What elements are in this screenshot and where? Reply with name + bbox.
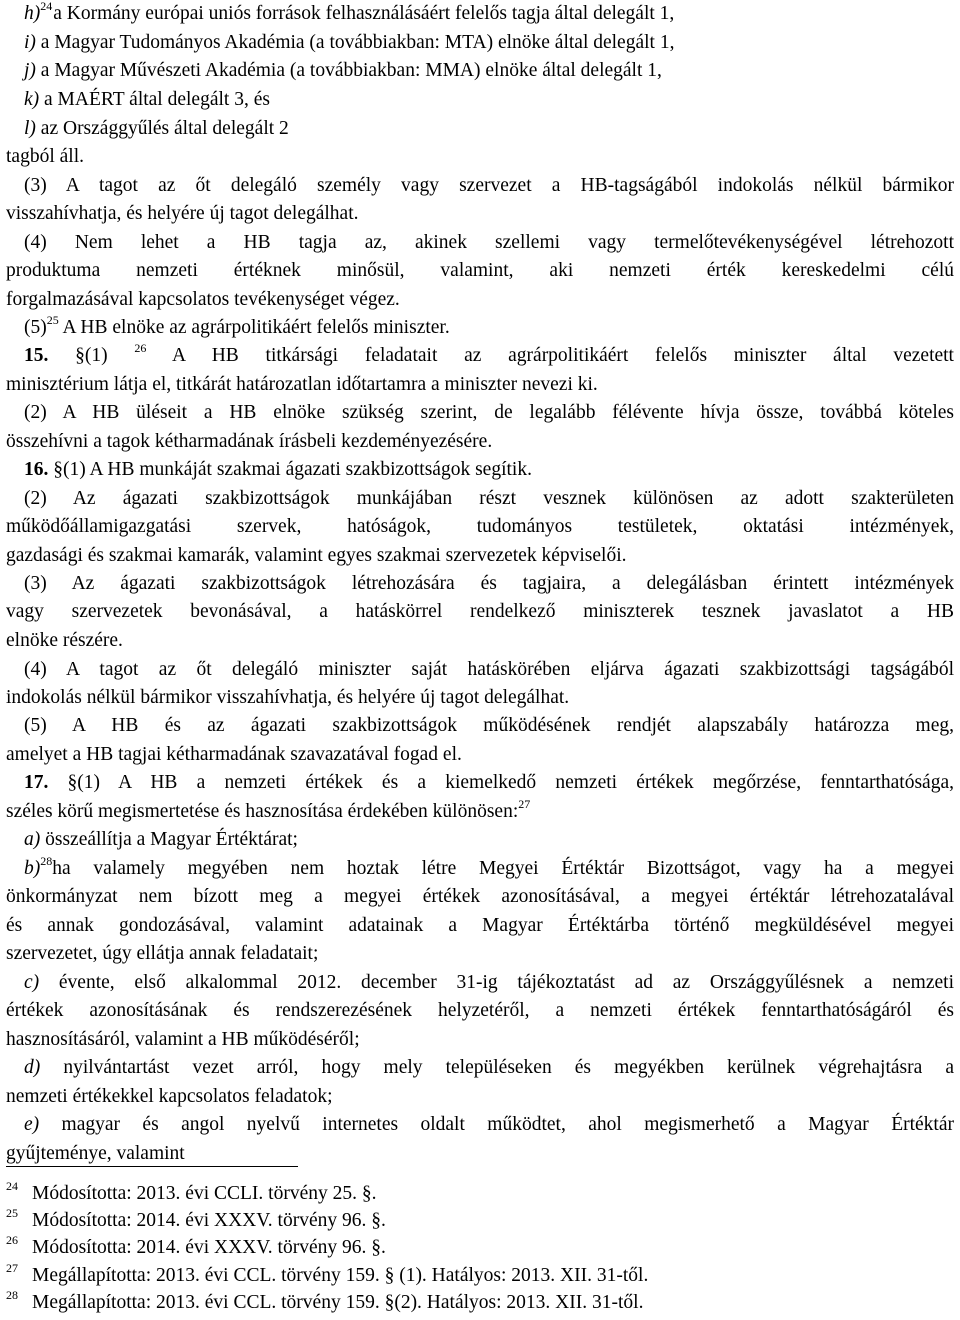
text-line: értékek azonosításának és rendszerezésének helyzetéről, a nemzeti értékek fenntarthatóságáról és bbox=[6, 1000, 954, 1021]
section-15: 15. §(1) $^{26}$ A HB titkársági feladatait az agrárpolitikáért felelős miniszter által vezetett bbox=[24, 341, 954, 366]
item-e: e) magyar és angol nyelvű internetes oldalt működtet, ahol megismerhető a Magyar Értéktár bbox=[24, 1114, 954, 1135]
footnote-ref-24[interactable]: 24 bbox=[40, 0, 53, 13]
text-line: önkormányzat nem bízott meg a megyei értékek azonosításával, a megyei értéktár létrehozatalával bbox=[6, 886, 954, 907]
text-line: széles körű megismertetése és hasznosítása érdekében különösen:$^{27}$ bbox=[6, 797, 531, 822]
text-line: indokolás nélkül bármikor visszahívhatja, és helyére új tagot delegálhat. bbox=[6, 687, 570, 708]
footnote-25: 25 Módosította: 2014. évi XXXV. törvény 96. §. bbox=[6, 1206, 386, 1231]
text-line: visszahívhatja, és helyére új tagot delegálhat. bbox=[6, 203, 359, 224]
text-line: minisztérium látja el, titkárát határozatlan időtartamra a miniszter nevezi ki. bbox=[6, 374, 598, 395]
text-line: produktuma nemzeti értéknek minősül, valamint, aki nemzeti érték kereskedelmi célú bbox=[6, 260, 954, 281]
item-l: l) az Országgyűlés által delegált 2 bbox=[24, 118, 289, 139]
footnote-ref-27[interactable]: 27 bbox=[518, 797, 531, 811]
paragraph-3: (3) A tagot az őt delegáló személy vagy szervezet a HB-tagságából indokolás nélkül bármikor bbox=[24, 175, 954, 196]
item-d: d) nyilvántartást vezet arról, hogy mely településeken és megyékben kerülnek végrehajtásra a bbox=[24, 1057, 954, 1078]
footnote-24: 24 Módosította: 2013. évi CCLI. törvény 25. §. bbox=[6, 1179, 377, 1204]
text-line: és annak gondozásával, valamint adatainak a Magyar Értéktárba történő megküldésével megyei bbox=[6, 915, 954, 936]
text-line: gazdasági és szakmai kamarák, valamint egyes szakmai szervezetek képviselői. bbox=[6, 545, 627, 566]
paragraph-4: (4) Nem lehet a HB tagja az, akinek szellemi vagy termelőtevékenységével létrehozott bbox=[24, 232, 954, 253]
paragraph-16-3: (3) Az ágazati szakbizottságok létrehozására és tagjaira, a delegálásban érintett intézmények bbox=[24, 573, 954, 594]
text-line: tagból áll. bbox=[6, 146, 84, 167]
item-k: k) a MAÉRT által delegált 3, és bbox=[24, 89, 270, 110]
section-16: 16. §(1) A HB munkáját szakmai ágazati szakbizottságok segítik. bbox=[24, 459, 532, 480]
text-line: nemzeti értékekkel kapcsolatos feladatok; bbox=[6, 1086, 333, 1107]
footnote-ref-26[interactable]: 26 bbox=[134, 341, 147, 355]
paragraph-16-4: (4) A tagot az őt delegáló miniszter saját hatáskörében eljárva ágazati szakbizottsági tagságából bbox=[24, 659, 954, 680]
item-b: b)$^{28}$ha valamely megyében nem hoztak létre Megyei Értéktár Bizottságot, vagy ha a megyei bbox=[24, 854, 954, 879]
item-c: c) évente, első alkalommal 2012. december 31-ig tájékoztatást ad az Országgyűlésnek a nemzeti bbox=[24, 972, 954, 993]
section-17: 17. §(1) A HB a nemzeti értékek és a kiemelkedő nemzeti értékek megőrzése, fenntarthatósága, bbox=[24, 772, 954, 793]
footnote-separator bbox=[6, 1166, 298, 1167]
text-line: forgalmazásával kapcsolatos tevékenységet végez. bbox=[6, 289, 400, 310]
footnote-28: 28 Megállapította: 2013. évi CCL. törvény 159. §(2). Hatályos: 2013. XII. 31-től. bbox=[6, 1288, 644, 1313]
footnote-26: 26 Módosította: 2014. évi XXXV. törvény 96. §. bbox=[6, 1233, 386, 1258]
paragraph-16-2: (2) Az ágazati szakbizottságok munkájában részt vesznek különösen az adott szakterületen bbox=[24, 488, 954, 509]
text-line: vagy szervezetek bevonásával, a hatáskörrel rendelkező miniszterek tesznek javaslatot a HB bbox=[6, 601, 954, 622]
paragraph-5: $(5)^{25}$ A HB elnöke az agrárpolitikáért felelős miniszter. bbox=[24, 313, 450, 338]
item-a: a) összeállítja a Magyar Értéktárat; bbox=[24, 829, 298, 850]
text-line: hasznosításáról, valamint a HB működéséről; bbox=[6, 1029, 360, 1050]
text-line: működőállamigazgatási szervek, hatóságok, tudományos testületek, oktatási intézmények, bbox=[6, 516, 954, 537]
item-h: h)$^{24}$a Kormány európai uniós források felhasználásáért felelős tagja által delegált 1, bbox=[24, 0, 675, 24]
paragraph-15-2: (2) A HB üléseit a HB elnöke szükség szerint, de legalább félévente hívja össze, továbbá köteles bbox=[24, 402, 954, 423]
text-line: szervezetet, úgy ellátja annak feladatait; bbox=[6, 943, 319, 964]
text-line: amelyet a HB tagjai kétharmadának szavazatával fogad el. bbox=[6, 744, 462, 765]
item-i: i) a Magyar Tudományos Akadémia (a továbbiakban: MTA) elnöke által delegált 1, bbox=[24, 32, 675, 53]
footnote-ref-28[interactable]: 28 bbox=[40, 854, 53, 868]
text-line: elnöke részére. bbox=[6, 630, 123, 651]
footnote-ref-25[interactable]: 25 bbox=[46, 313, 59, 327]
text-line: összehívni a tagok kétharmadának írásbeli kezdeményezésére. bbox=[6, 431, 493, 452]
footnote-27: 27 Megállapította: 2013. évi CCL. törvény 159. § (1). Hatályos: 2013. XII. 31-től. bbox=[6, 1261, 649, 1286]
text-line: gyűjteménye, valamint bbox=[6, 1143, 185, 1164]
paragraph-16-5: (5) A HB és az ágazati szakbizottságok működésének rendjét alapszabály határozza meg, bbox=[24, 715, 954, 736]
item-j: j) a Magyar Művészeti Akadémia (a továbbiakban: MMA) elnöke által delegált 1, bbox=[24, 60, 662, 81]
